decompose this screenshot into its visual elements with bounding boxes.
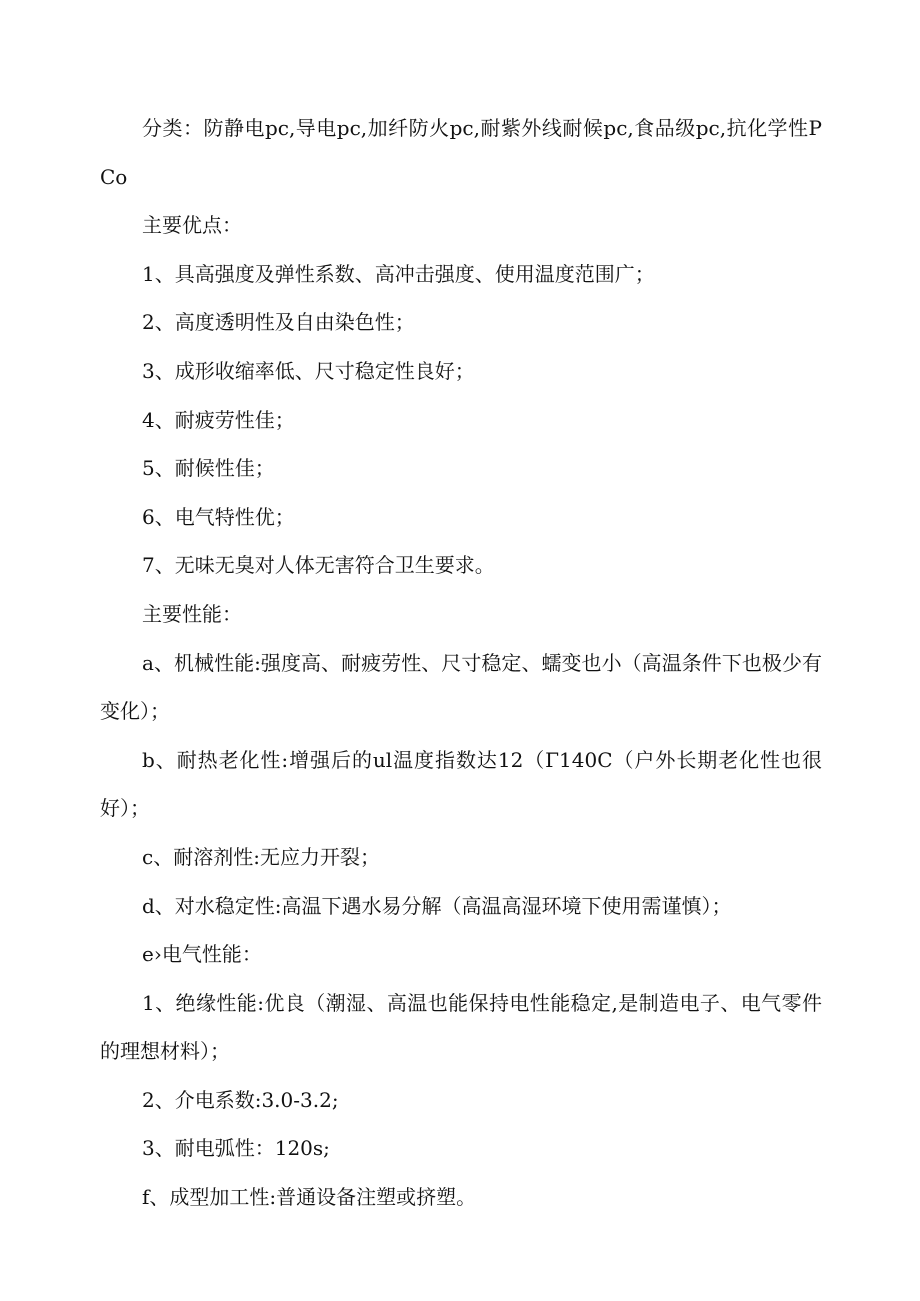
document-body bbox=[100, 104, 822, 1222]
advantage-item: 7、无味无臭对人体无害符合卫生要求。 bbox=[142, 553, 495, 578]
advantage-item: 6、电气特性优； bbox=[142, 504, 295, 529]
paragraph-classification: 分类：防静电pc,导电pc,加纤防火pc,耐紫外线耐候pc,食品级pc,抗化学性PCo bbox=[100, 116, 822, 189]
property-item: e›电气性能： bbox=[142, 942, 262, 967]
property-item: d、对水稳定性:高温下遇水易分解（高温高湿环境下使用需谨慎）； bbox=[142, 893, 732, 918]
property-item: b、耐热老化性:增强后的ul温度指数达12（Γ140C（户外长期老化性也很好）； bbox=[100, 747, 822, 821]
advantage-item: 1、具高强度及弹性系数、高冲击强度、使用温度范围广； bbox=[142, 261, 655, 286]
property-item: f、成型加工性:普通设备注塑或挤塑。 bbox=[142, 1185, 477, 1210]
advantage-item: 5、耐候性佳； bbox=[142, 456, 275, 481]
property-item: c、耐溶剂性:无应力开裂； bbox=[142, 844, 380, 869]
electrical-item: 1、绝缘性能:优良（潮湿、高温也能保持电性能稳定,是制造电子、电气零件的理想材料）； bbox=[100, 990, 822, 1064]
electrical-item: 3、耐电弧性：120s; bbox=[142, 1136, 330, 1161]
advantage-item: 2、高度透明性及自由染色性； bbox=[142, 310, 415, 335]
heading-main-advantages: 主要优点： bbox=[142, 213, 242, 238]
property-item: a、机械性能:强度高、耐疲劳性、尺寸稳定、蠕变也小（高温条件下也极少有变化）； bbox=[100, 650, 822, 724]
advantage-item: 4、耐疲劳性佳； bbox=[142, 407, 295, 432]
electrical-item: 2、介电系数:3.0-3.2; bbox=[142, 1087, 339, 1112]
heading-main-properties: 主要性能： bbox=[142, 601, 242, 626]
advantage-item: 3、成形收缩率低、尺寸稳定性良好； bbox=[142, 358, 475, 383]
